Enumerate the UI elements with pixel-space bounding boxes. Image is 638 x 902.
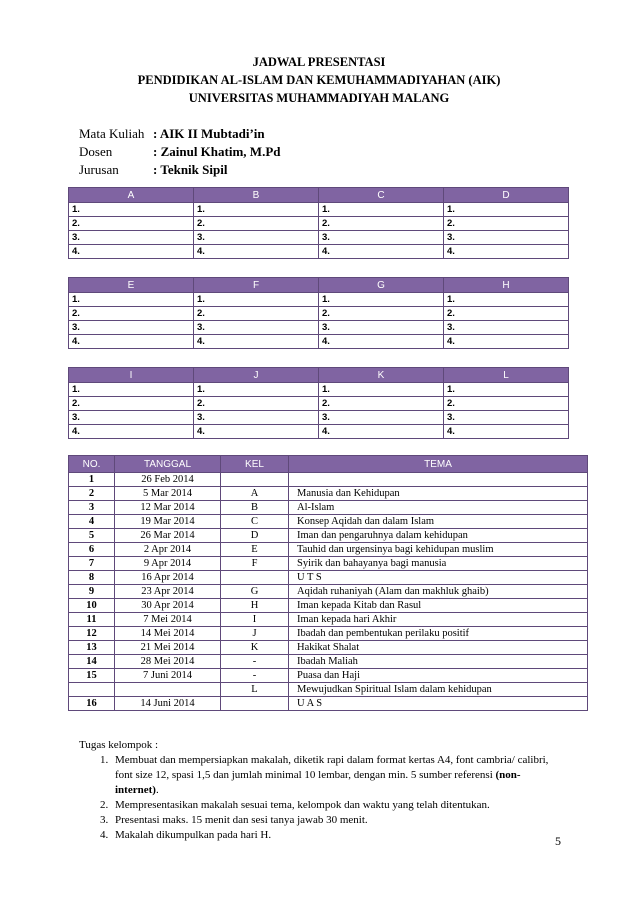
cell-no: 14 [69, 655, 115, 669]
schedule-table [68, 455, 588, 711]
schedule-header-row [69, 456, 588, 473]
cell-kel [221, 571, 289, 585]
task-item: 4. Makalah dikumpulkan pada hari H. [111, 828, 559, 843]
member-cell: 3. [69, 231, 194, 245]
info-value: : AIK II Mubtadi’in [153, 126, 265, 141]
cell-kel: L [221, 683, 289, 697]
task-punct: . [155, 784, 159, 796]
cell-tanggal: 2 Apr 2014 [115, 543, 221, 557]
member-cell: 2. [444, 307, 569, 321]
member-cell: 2. [319, 217, 444, 231]
table-row [69, 571, 588, 585]
cell-tema: Konsep Aqidah dan dalam Islam [289, 515, 588, 529]
cell-kel: - [221, 669, 289, 683]
column-header-no: NO. [69, 456, 115, 473]
member-cell: 4. [194, 335, 319, 349]
cell-kel [221, 697, 289, 711]
cell-no: 16 [69, 697, 115, 711]
cell-no: 7 [69, 557, 115, 571]
cell-tanggal: 9 Apr 2014 [115, 557, 221, 571]
cell-no: 15 [69, 669, 115, 683]
cell-tema [289, 473, 588, 487]
member-cell: 1. [69, 203, 194, 217]
cell-tanggal: 23 Apr 2014 [115, 585, 221, 599]
cell-tanggal [115, 683, 221, 697]
cell-no: 11 [69, 613, 115, 627]
member-cell: 3. [69, 321, 194, 335]
group-header: E [69, 278, 194, 293]
member-cell: 1. [194, 383, 319, 397]
task-item: 2. Mempresentasikan makalah sesuai tema, kelompok dan waktu yang telah ditentukan. [111, 798, 559, 813]
cell-no [69, 683, 115, 697]
cell-tanggal: 21 Mei 2014 [115, 641, 221, 655]
task-emphasis: (non-internet) [115, 769, 521, 796]
member-cell: 4. [444, 245, 569, 259]
member-cell: 2. [319, 307, 444, 321]
info-label: Dosen [79, 144, 113, 159]
cell-no: 2 [69, 487, 115, 501]
member-cell: 3. [319, 411, 444, 425]
member-cell: 2. [444, 397, 569, 411]
cell-no: 10 [69, 599, 115, 613]
cell-no: 12 [69, 627, 115, 641]
course-info [79, 125, 281, 179]
cell-tanggal: 16 Apr 2014 [115, 571, 221, 585]
member-cell: 4. [69, 425, 194, 439]
group-table-e-h [68, 277, 569, 349]
cell-no: 1 [69, 473, 115, 487]
cell-tema: Al-Islam [289, 501, 588, 515]
member-cell: 1. [194, 293, 319, 307]
member-cell: 3. [194, 231, 319, 245]
info-label: Jurusan [79, 162, 119, 177]
table-row [69, 669, 588, 683]
cell-tanggal: 5 Mar 2014 [115, 487, 221, 501]
info-row-course [79, 125, 281, 143]
header-subtitle: PENDIDIKAN AL-ISLAM DAN KEMUHAMMADIYAHAN (AIK) [137, 73, 501, 87]
table-row [69, 487, 588, 501]
group-header: J [194, 368, 319, 383]
table-row [69, 697, 588, 711]
info-row-department [79, 161, 281, 179]
cell-tema: Aqidah ruhaniyah (Alam dan makhluk ghaib) [289, 585, 588, 599]
member-cell: 1. [319, 203, 444, 217]
table-row [69, 641, 588, 655]
tasks-title: Tugas kelompok : [79, 739, 159, 751]
task-item: 3. Presentasi maks. 15 menit dan sesi tanya jawab 30 menit. [111, 813, 559, 828]
member-cell: 3. [194, 411, 319, 425]
cell-kel: G [221, 585, 289, 599]
cell-tema: Hakikat Shalat [289, 641, 588, 655]
cell-tanggal: 30 Apr 2014 [115, 599, 221, 613]
cell-tema: Puasa dan Haji [289, 669, 588, 683]
group-header: G [319, 278, 444, 293]
cell-tanggal: 14 Juni 2014 [115, 697, 221, 711]
cell-no: 4 [69, 515, 115, 529]
task-text: Membuat dan mempersiapkan makalah, diketik rapi dalam format kertas A4, font cambria/ calibri, font size 12, spasi 1,5 dan jumlah minimal 10 lembar, dengan min. 5 sumber referensi [115, 754, 549, 781]
cell-tanggal: 14 Mei 2014 [115, 627, 221, 641]
cell-tanggal: 26 Mar 2014 [115, 529, 221, 543]
cell-tema: Iman kepada Kitab dan Rasul [289, 599, 588, 613]
cell-tema: Ibadah Maliah [289, 655, 588, 669]
cell-tema: Iman dan pengaruhnya dalam kehidupan [289, 529, 588, 543]
table-row [69, 627, 588, 641]
cell-tanggal: 26 Feb 2014 [115, 473, 221, 487]
member-cell: 1. [194, 203, 319, 217]
member-cell: 2. [444, 217, 569, 231]
table-row [69, 543, 588, 557]
cell-kel: D [221, 529, 289, 543]
header-university: UNIVERSITAS MUHAMMADIYAH MALANG [188, 91, 450, 105]
group-header: D [444, 188, 569, 203]
cell-tema: Ibadah dan pembentukan perilaku positif [289, 627, 588, 641]
cell-kel: E [221, 543, 289, 557]
member-cell: 1. [319, 293, 444, 307]
member-cell: 2. [194, 307, 319, 321]
group-header: I [69, 368, 194, 383]
cell-tema: Manusia dan Kehidupan [289, 487, 588, 501]
member-cell: 3. [444, 411, 569, 425]
table-row [69, 585, 588, 599]
column-header-kel: KEL [221, 456, 289, 473]
info-value: : Zainul Khatim, M.Pd [153, 144, 281, 159]
cell-no: 3 [69, 501, 115, 515]
member-cell: 2. [69, 397, 194, 411]
member-cell: 4. [69, 335, 194, 349]
member-cell: 2. [194, 397, 319, 411]
group-header: H [444, 278, 569, 293]
member-cell: 2. [69, 217, 194, 231]
member-cell: 4. [319, 425, 444, 439]
cell-kel: H [221, 599, 289, 613]
cell-kel: J [221, 627, 289, 641]
member-cell: 1. [444, 293, 569, 307]
member-cell: 1. [69, 293, 194, 307]
member-cell: 4. [194, 425, 319, 439]
group-table-a-d [68, 187, 569, 259]
column-header-tanggal: TANGGAL [115, 456, 221, 473]
task-notes [79, 738, 559, 843]
cell-kel [221, 473, 289, 487]
member-cell: 1. [444, 203, 569, 217]
task-item [111, 753, 559, 798]
member-cell: 1. [69, 383, 194, 397]
group-header: A [69, 188, 194, 203]
cell-kel: I [221, 613, 289, 627]
table-row [69, 655, 588, 669]
member-cell: 2. [319, 397, 444, 411]
table-row [69, 501, 588, 515]
table-row [69, 529, 588, 543]
member-cell: 2. [69, 307, 194, 321]
info-row-lecturer [79, 143, 281, 161]
cell-tema: Mewujudkan Spiritual Islam dalam kehidupan [289, 683, 588, 697]
group-header: B [194, 188, 319, 203]
member-cell: 4. [69, 245, 194, 259]
table-row [69, 473, 588, 487]
cell-tanggal: 12 Mar 2014 [115, 501, 221, 515]
cell-no: 6 [69, 543, 115, 557]
cell-kel: K [221, 641, 289, 655]
cell-no: 13 [69, 641, 115, 655]
table-row [69, 599, 588, 613]
cell-tanggal: 19 Mar 2014 [115, 515, 221, 529]
member-cell: 3. [319, 321, 444, 335]
group-header: L [444, 368, 569, 383]
group-table-i-l [68, 367, 569, 439]
cell-tema: Iman kepada hari Akhir [289, 613, 588, 627]
cell-kel: A [221, 487, 289, 501]
member-cell: 4. [444, 335, 569, 349]
member-cell: 2. [194, 217, 319, 231]
member-cell: 4. [194, 245, 319, 259]
cell-tanggal: 7 Mei 2014 [115, 613, 221, 627]
column-header-tema: TEMA [289, 456, 588, 473]
cell-no: 5 [69, 529, 115, 543]
member-cell: 3. [444, 231, 569, 245]
member-cell: 1. [444, 383, 569, 397]
document-header [0, 53, 638, 107]
cell-kel: - [221, 655, 289, 669]
member-cell: 1. [319, 383, 444, 397]
table-row [69, 557, 588, 571]
cell-no: 9 [69, 585, 115, 599]
member-cell: 3. [194, 321, 319, 335]
cell-tema: U T S [289, 571, 588, 585]
group-header: K [319, 368, 444, 383]
cell-kel: C [221, 515, 289, 529]
task-list [79, 753, 559, 843]
member-cell: 4. [319, 335, 444, 349]
page-number: 5 [555, 834, 561, 848]
group-header: C [319, 188, 444, 203]
member-cell: 3. [444, 321, 569, 335]
cell-kel: B [221, 501, 289, 515]
table-row [69, 515, 588, 529]
cell-tema: U A S [289, 697, 588, 711]
cell-tema: Tauhid dan urgensinya bagi kehidupan muslim [289, 543, 588, 557]
info-label: Mata Kuliah [79, 126, 145, 141]
table-row [69, 683, 588, 697]
cell-no: 8 [69, 571, 115, 585]
member-cell: 3. [69, 411, 194, 425]
cell-tema: Syirik dan bahayanya bagi manusia [289, 557, 588, 571]
header-title: JADWAL PRESENTASI [252, 55, 386, 69]
cell-tanggal: 7 Juni 2014 [115, 669, 221, 683]
member-cell: 4. [319, 245, 444, 259]
cell-tanggal: 28 Mei 2014 [115, 655, 221, 669]
table-row [69, 613, 588, 627]
cell-kel: F [221, 557, 289, 571]
member-cell: 4. [444, 425, 569, 439]
group-header: F [194, 278, 319, 293]
info-value: : Teknik Sipil [153, 162, 228, 177]
member-cell: 3. [319, 231, 444, 245]
